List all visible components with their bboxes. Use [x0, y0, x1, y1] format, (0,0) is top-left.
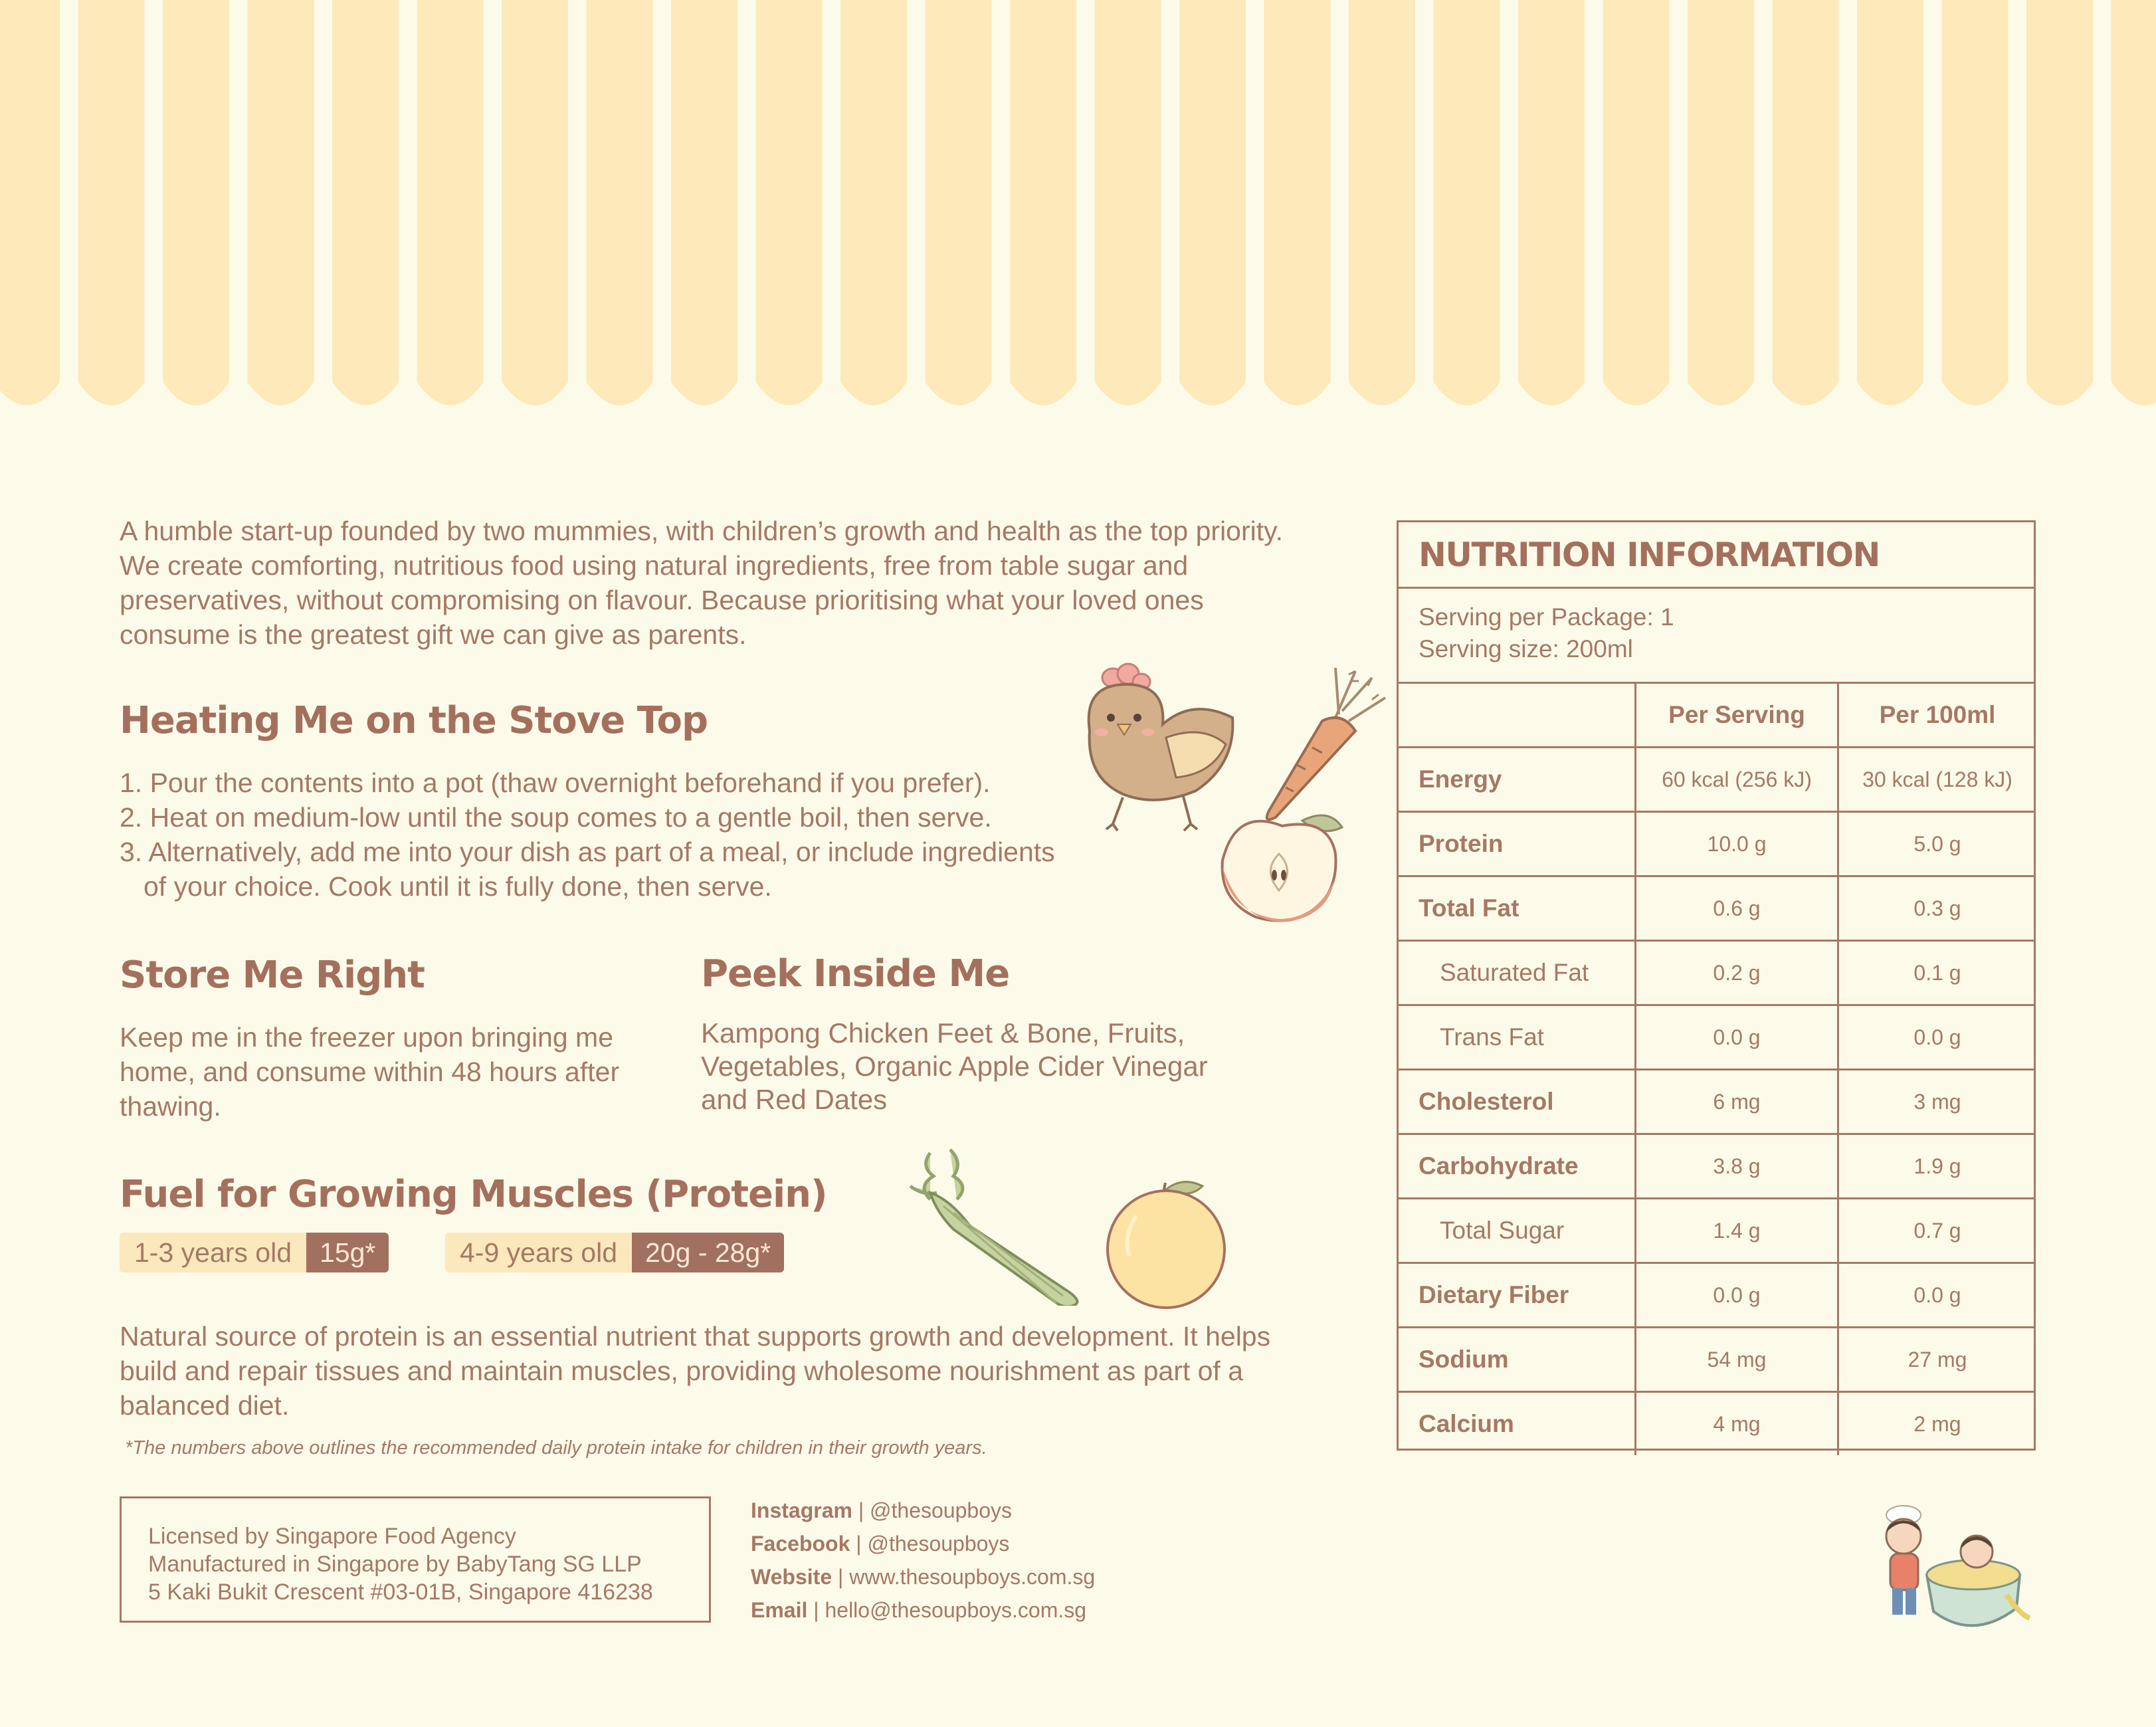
per-100ml-value: 3 mg	[1837, 1070, 2036, 1133]
protein-heading: Fuel for Growing Muscles (Protein)	[120, 1173, 827, 1216]
nutrition-title-row	[1399, 522, 2034, 589]
nutrient-name: Sodium	[1419, 1346, 1509, 1373]
nutrition-row	[1399, 748, 2034, 813]
serving-size: Serving size: 200ml	[1419, 635, 1633, 662]
email-address: | hello@thesoupboys.com.sg	[807, 1598, 1087, 1622]
per-serving-value: 10.0 g	[1634, 813, 1837, 875]
awning-stripe	[1010, 0, 1076, 405]
heating-heading: Heating Me on the Stove Top	[120, 699, 708, 742]
instagram-handle: | @thesoupboys	[852, 1498, 1012, 1522]
website-url: | www.thesoupboys.com.sg	[832, 1565, 1096, 1589]
email-label: Email	[751, 1598, 808, 1622]
nutrition-header-row	[1399, 684, 2034, 748]
per-100ml-value: 0.7 g	[1837, 1199, 2036, 1262]
awning-stripe	[332, 0, 399, 405]
awning-stripe	[0, 0, 60, 405]
age-range-label: 1-3 years old	[120, 1233, 306, 1272]
heating-step-1: 1. Pour the contents into a pot (thaw overnight beforehand if you prefer).	[120, 767, 991, 798]
celery-illustration	[904, 1146, 1090, 1306]
per-serving-value: 60 kcal (256 kJ)	[1634, 748, 1837, 811]
per-serving-value: 54 mg	[1634, 1328, 1837, 1391]
per-serving-value: 1.4 g	[1634, 1199, 1837, 1262]
per-serving-value: 0.2 g	[1634, 942, 1837, 1004]
per-100ml-value: 0.3 g	[1837, 877, 2036, 940]
awning-stripe	[1264, 0, 1331, 405]
per-100ml-value: 2 mg	[1837, 1393, 2036, 1455]
awning-stripe	[2026, 0, 2093, 405]
website-contact[interactable]	[751, 1560, 1095, 1593]
awning-stripe	[840, 0, 907, 405]
store-heading: Store Me Right	[120, 954, 425, 997]
email-contact[interactable]	[751, 1593, 1095, 1627]
facebook-label: Facebook	[751, 1532, 850, 1556]
awning-stripe	[1518, 0, 1585, 405]
facebook-contact[interactable]	[751, 1527, 1095, 1560]
facebook-handle: | @thesoupboys	[850, 1532, 1010, 1556]
per-100ml-value: 5.0 g	[1837, 813, 2036, 875]
nutrition-rows	[1399, 684, 2034, 1449]
license-box	[120, 1496, 711, 1623]
per-100ml-value: 0.0 g	[1837, 1264, 2036, 1326]
apple-slice-illustration	[1216, 807, 1349, 924]
nutrition-row	[1399, 942, 2034, 1006]
per-serving-value: 0.0 g	[1634, 1264, 1837, 1326]
nutrient-name: Total Fat	[1419, 894, 1519, 922]
per-serving-value: 0.6 g	[1634, 877, 1837, 940]
protein-paragraph: Natural source of protein is an essential nutrient that supports growth and development. It helps build and repair tissues and maintain muscles, providing wholesome nourishment as part of a balanced diet.	[120, 1321, 1271, 1421]
per-100ml-value: 0.0 g	[1837, 1006, 2036, 1068]
awning-stripes-decoration	[0, 0, 2156, 425]
awning-stripe	[1095, 0, 1161, 405]
awning-stripe	[1179, 0, 1246, 405]
nutrition-row	[1399, 1135, 2034, 1199]
intro-paragraph: A humble start-up founded by two mummies, with children’s growth and health as the top priority. We create comforting, nutritious food using natural ingredients, free from table sugar and preservatives, without compromising on flavour. Because prioritising what your loved ones consume is the greatest gift we can give as parents.	[120, 516, 1283, 650]
per-serving-header: Per Serving	[1634, 684, 1837, 746]
awning-stripe	[1434, 0, 1500, 405]
nutrition-row	[1399, 1264, 2034, 1328]
nutrition-row	[1399, 1199, 2034, 1264]
awning-stripe	[248, 0, 314, 405]
soup-boys-mascot-illustration	[1874, 1502, 2033, 1648]
per-serving-value: 3.8 g	[1634, 1135, 1837, 1197]
per-serving-value: 6 mg	[1634, 1070, 1837, 1133]
awning-stripe	[502, 0, 568, 405]
awning-stripe	[417, 0, 484, 405]
instagram-label: Instagram	[751, 1498, 852, 1522]
awning-stripe	[78, 0, 145, 405]
awning-stripe	[1942, 0, 2009, 405]
awning-stripe	[2111, 0, 2156, 405]
protein-amount-label: 15g*	[306, 1233, 389, 1272]
protein-footnote: *The numbers above outlines the recommended daily protein intake for children in their growth years.	[125, 1437, 987, 1459]
serving-info	[1399, 589, 2034, 684]
nutrient-name: Total Sugar	[1440, 1217, 1565, 1244]
nutrient-name: Trans Fat	[1440, 1023, 1544, 1051]
nutrition-row	[1399, 1006, 2034, 1070]
manufacturer-line: Manufactured in Singapore by BabyTang SG LLP	[148, 1552, 642, 1577]
awning-stripe	[756, 0, 823, 405]
ingredients-text: Kampong Chicken Feet & Bone, Fruits, Vegetables, Organic Apple Cider Vinegar and Red Dates	[701, 1017, 1208, 1115]
nutrition-table	[1397, 520, 2036, 1451]
per-100ml-value: 30 kcal (128 kJ)	[1837, 748, 2036, 811]
nutrient-header	[1399, 684, 1634, 746]
heating-step-3-continued: of your choice. Cook until it is fully done, then serve.	[144, 871, 772, 902]
per-100ml-value: 0.1 g	[1837, 942, 2036, 1004]
age-range-label: 4-9 years old	[445, 1233, 632, 1272]
protein-amount-label: 20g - 28g*	[632, 1233, 784, 1272]
per-100ml-header: Per 100ml	[1837, 684, 2036, 746]
nutrient-name: Energy	[1419, 765, 1502, 793]
heating-step-3: 3. Alternatively, add me into your dish as part of a meal, or include ingredients	[120, 837, 1055, 867]
nutrient-name: Calcium	[1419, 1410, 1514, 1437]
nutrient-name: Saturated Fat	[1440, 959, 1589, 986]
nutrition-row	[1399, 1328, 2034, 1393]
awning-stripe	[1857, 0, 1923, 405]
store-text: Keep me in the freezer upon bringing me home, and consume within 48 hours after thawing.	[120, 1022, 620, 1122]
awning-stripe	[671, 0, 737, 405]
nutrition-row	[1399, 1070, 2034, 1135]
awning-stripe	[1688, 0, 1754, 405]
awning-stripe	[1349, 0, 1415, 405]
instagram-contact[interactable]	[751, 1494, 1095, 1527]
per-serving-value: 4 mg	[1634, 1393, 1837, 1455]
awning-stripe	[1603, 0, 1670, 405]
protein-badge-toddler	[120, 1233, 389, 1272]
awning-stripe	[587, 0, 653, 405]
ingredients-heading: Peek Inside Me	[701, 952, 1010, 995]
pear-illustration	[1096, 1176, 1236, 1309]
address-line: 5 Kaki Bukit Crescent #03-01B, Singapore 416238	[148, 1579, 653, 1605]
nutrition-title: NUTRITION INFORMATION	[1419, 536, 1880, 574]
nutrition-row	[1399, 1393, 2034, 1455]
nutrient-name: Carbohydrate	[1419, 1152, 1579, 1179]
nutrient-name: Cholesterol	[1419, 1088, 1554, 1115]
per-100ml-value: 1.9 g	[1837, 1135, 2036, 1197]
awning-stripe	[163, 0, 229, 405]
nutrient-name: Protein	[1419, 830, 1504, 857]
website-label: Website	[751, 1565, 833, 1589]
heating-step-2: 2. Heat on medium-low until the soup comes to a gentle boil, then serve.	[120, 802, 992, 833]
awning-stripe	[1773, 0, 1839, 405]
protein-badge-child	[445, 1233, 784, 1272]
heating-steps	[120, 765, 1116, 904]
nutrition-row	[1399, 877, 2034, 942]
license-line: Licensed by Singapore Food Agency	[148, 1524, 516, 1549]
nutrition-row	[1399, 813, 2034, 877]
contact-list	[751, 1494, 1095, 1627]
per-serving-value: 0.0 g	[1634, 1006, 1837, 1068]
nutrient-name: Dietary Fiber	[1419, 1281, 1569, 1308]
per-100ml-value: 27 mg	[1837, 1328, 2036, 1391]
awning-stripe	[926, 0, 992, 405]
serving-per-package: Serving per Package: 1	[1419, 603, 1674, 631]
